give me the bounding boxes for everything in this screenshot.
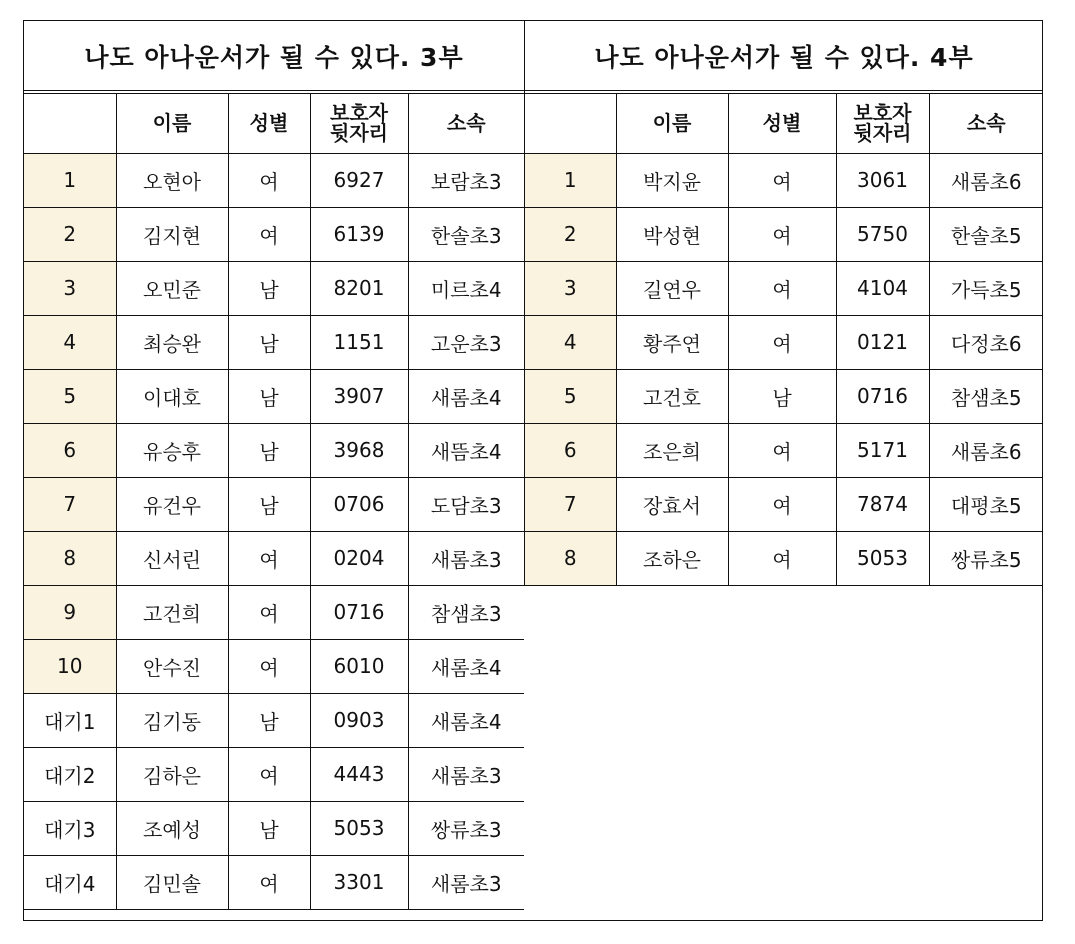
cell-name: 이대호 <box>116 369 228 423</box>
table-row <box>525 531 1043 585</box>
cell-number: 3 <box>24 261 116 315</box>
part4-header-guardian-digits: 보호자 뒷자리 <box>836 94 929 153</box>
cell-guardian-digits: 0903 <box>310 693 408 747</box>
cell-gender: 여 <box>228 531 310 585</box>
cell-school: 고운초3 <box>408 315 524 369</box>
table-row <box>24 369 524 423</box>
cell-name: 고건희 <box>116 585 228 639</box>
cell-gender: 여 <box>228 747 310 801</box>
cell-number: 2 <box>24 207 116 261</box>
cell-school: 쌍류초3 <box>408 801 524 855</box>
part4-header-name: 이름 <box>616 94 728 153</box>
cell-gender: 여 <box>228 639 310 693</box>
part3-header-number <box>24 94 116 153</box>
cell-name: 최승완 <box>116 315 228 369</box>
part3-title: 나도 아나운서가 될 수 있다. 3부 <box>24 21 524 94</box>
cell-guardian-digits: 3301 <box>310 855 408 909</box>
cell-guardian-digits: 6010 <box>310 639 408 693</box>
cell-name: 황주연 <box>616 315 728 369</box>
cell-guardian-digits: 3061 <box>836 153 929 207</box>
cell-number: 8 <box>24 531 116 585</box>
cell-gender: 여 <box>228 153 310 207</box>
table-row <box>24 801 524 855</box>
cell-number: 6 <box>24 423 116 477</box>
cell-guardian-digits: 3968 <box>310 423 408 477</box>
table-row <box>24 477 524 531</box>
cell-number: 대기3 <box>24 801 116 855</box>
part3-table <box>24 94 524 910</box>
cell-name: 오현아 <box>116 153 228 207</box>
part3-header-row <box>24 94 524 153</box>
part3-section <box>24 21 524 910</box>
cell-number: 대기4 <box>24 855 116 909</box>
table-row <box>24 315 524 369</box>
cell-school: 새롬초6 <box>929 153 1043 207</box>
cell-number: 4 <box>24 315 116 369</box>
cell-number: 2 <box>525 207 616 261</box>
cell-number: 9 <box>24 585 116 639</box>
cell-gender: 남 <box>728 369 836 423</box>
cell-number: 7 <box>525 477 616 531</box>
cell-school: 새롬초4 <box>408 693 524 747</box>
cell-school: 새롬초3 <box>408 855 524 909</box>
cell-guardian-digits: 5171 <box>836 423 929 477</box>
cell-school: 참샘초3 <box>408 585 524 639</box>
cell-name: 김지현 <box>116 207 228 261</box>
cell-name: 유건우 <box>116 477 228 531</box>
table-row <box>525 315 1043 369</box>
cell-school: 보람초3 <box>408 153 524 207</box>
cell-name: 박성현 <box>616 207 728 261</box>
cell-name: 조예성 <box>116 801 228 855</box>
table-row <box>24 423 524 477</box>
table-row <box>525 261 1043 315</box>
cell-gender: 남 <box>228 315 310 369</box>
cell-guardian-digits: 5053 <box>310 801 408 855</box>
table-row <box>24 261 524 315</box>
cell-guardian-digits: 5750 <box>836 207 929 261</box>
cell-name: 장효서 <box>616 477 728 531</box>
cell-number: 대기2 <box>24 747 116 801</box>
cell-school: 쌍류초5 <box>929 531 1043 585</box>
cell-school: 참샘초5 <box>929 369 1043 423</box>
cell-number: 1 <box>24 153 116 207</box>
cell-guardian-digits: 6927 <box>310 153 408 207</box>
cell-gender: 남 <box>228 477 310 531</box>
cell-gender: 여 <box>728 477 836 531</box>
cell-school: 한솔초5 <box>929 207 1043 261</box>
cell-name: 유승후 <box>116 423 228 477</box>
cell-school: 한솔초3 <box>408 207 524 261</box>
cell-number: 10 <box>24 639 116 693</box>
cell-gender: 남 <box>228 801 310 855</box>
table-row <box>24 585 524 639</box>
cell-guardian-digits: 0716 <box>310 585 408 639</box>
part4-table <box>525 94 1043 586</box>
part4-header-row <box>525 94 1043 153</box>
cell-guardian-digits: 0706 <box>310 477 408 531</box>
cell-guardian-digits: 3907 <box>310 369 408 423</box>
cell-gender: 여 <box>228 207 310 261</box>
part3-header-name: 이름 <box>116 94 228 153</box>
cell-gender: 남 <box>228 369 310 423</box>
cell-name: 조은희 <box>616 423 728 477</box>
cell-school: 새롬초6 <box>929 423 1043 477</box>
cell-name: 안수진 <box>116 639 228 693</box>
cell-gender: 남 <box>228 261 310 315</box>
cell-number: 6 <box>525 423 616 477</box>
part3-header-guardian-digits: 보호자 뒷자리 <box>310 94 408 153</box>
cell-guardian-digits: 1151 <box>310 315 408 369</box>
part4-header-school: 소속 <box>929 94 1043 153</box>
table-row <box>24 855 524 909</box>
cell-gender: 여 <box>728 153 836 207</box>
cell-name: 김민솔 <box>116 855 228 909</box>
part4-section <box>524 21 1043 586</box>
cell-number: 대기1 <box>24 693 116 747</box>
table-row <box>525 207 1043 261</box>
cell-gender: 여 <box>228 855 310 909</box>
cell-gender: 여 <box>728 315 836 369</box>
cell-school: 새롬초3 <box>408 531 524 585</box>
cell-guardian-digits: 4104 <box>836 261 929 315</box>
cell-number: 5 <box>24 369 116 423</box>
cell-gender: 남 <box>228 693 310 747</box>
cell-gender: 여 <box>728 207 836 261</box>
cell-number: 4 <box>525 315 616 369</box>
table-row <box>24 153 524 207</box>
cell-guardian-digits: 4443 <box>310 747 408 801</box>
cell-number: 7 <box>24 477 116 531</box>
table-row <box>24 693 524 747</box>
cell-gender: 여 <box>228 585 310 639</box>
cell-guardian-digits: 5053 <box>836 531 929 585</box>
cell-name: 길연우 <box>616 261 728 315</box>
cell-name: 김기동 <box>116 693 228 747</box>
cell-name: 조하은 <box>616 531 728 585</box>
cell-guardian-digits: 7874 <box>836 477 929 531</box>
table-row <box>525 369 1043 423</box>
cell-guardian-digits: 0204 <box>310 531 408 585</box>
cell-gender: 여 <box>728 531 836 585</box>
cell-number: 5 <box>525 369 616 423</box>
cell-gender: 여 <box>728 261 836 315</box>
table-row <box>24 531 524 585</box>
cell-guardian-digits: 6139 <box>310 207 408 261</box>
cell-gender: 남 <box>228 423 310 477</box>
cell-guardian-digits: 0121 <box>836 315 929 369</box>
table-row <box>525 153 1043 207</box>
cell-number: 1 <box>525 153 616 207</box>
cell-school: 가득초5 <box>929 261 1043 315</box>
cell-number: 8 <box>525 531 616 585</box>
cell-school: 새뜸초4 <box>408 423 524 477</box>
cell-name: 신서린 <box>116 531 228 585</box>
cell-number: 3 <box>525 261 616 315</box>
cell-school: 새롬초4 <box>408 369 524 423</box>
cell-school: 미르초4 <box>408 261 524 315</box>
part3-header-gender: 성별 <box>228 94 310 153</box>
cell-gender: 여 <box>728 423 836 477</box>
cell-name: 오민준 <box>116 261 228 315</box>
cell-name: 김하은 <box>116 747 228 801</box>
cell-school: 새롬초4 <box>408 639 524 693</box>
table-row <box>24 639 524 693</box>
table-row <box>525 477 1043 531</box>
cell-name: 박지윤 <box>616 153 728 207</box>
part4-header-number <box>525 94 616 153</box>
table-row <box>24 207 524 261</box>
roster-sheet <box>23 20 1043 921</box>
cell-school: 대평초5 <box>929 477 1043 531</box>
part4-header-gender: 성별 <box>728 94 836 153</box>
cell-guardian-digits: 0716 <box>836 369 929 423</box>
cell-name: 고건호 <box>616 369 728 423</box>
cell-school: 다정초6 <box>929 315 1043 369</box>
table-row <box>24 747 524 801</box>
cell-school: 도담초3 <box>408 477 524 531</box>
cell-school: 새롬초3 <box>408 747 524 801</box>
part3-header-school: 소속 <box>408 94 524 153</box>
table-row <box>525 423 1043 477</box>
part4-title: 나도 아나운서가 될 수 있다. 4부 <box>525 21 1043 94</box>
cell-guardian-digits: 8201 <box>310 261 408 315</box>
